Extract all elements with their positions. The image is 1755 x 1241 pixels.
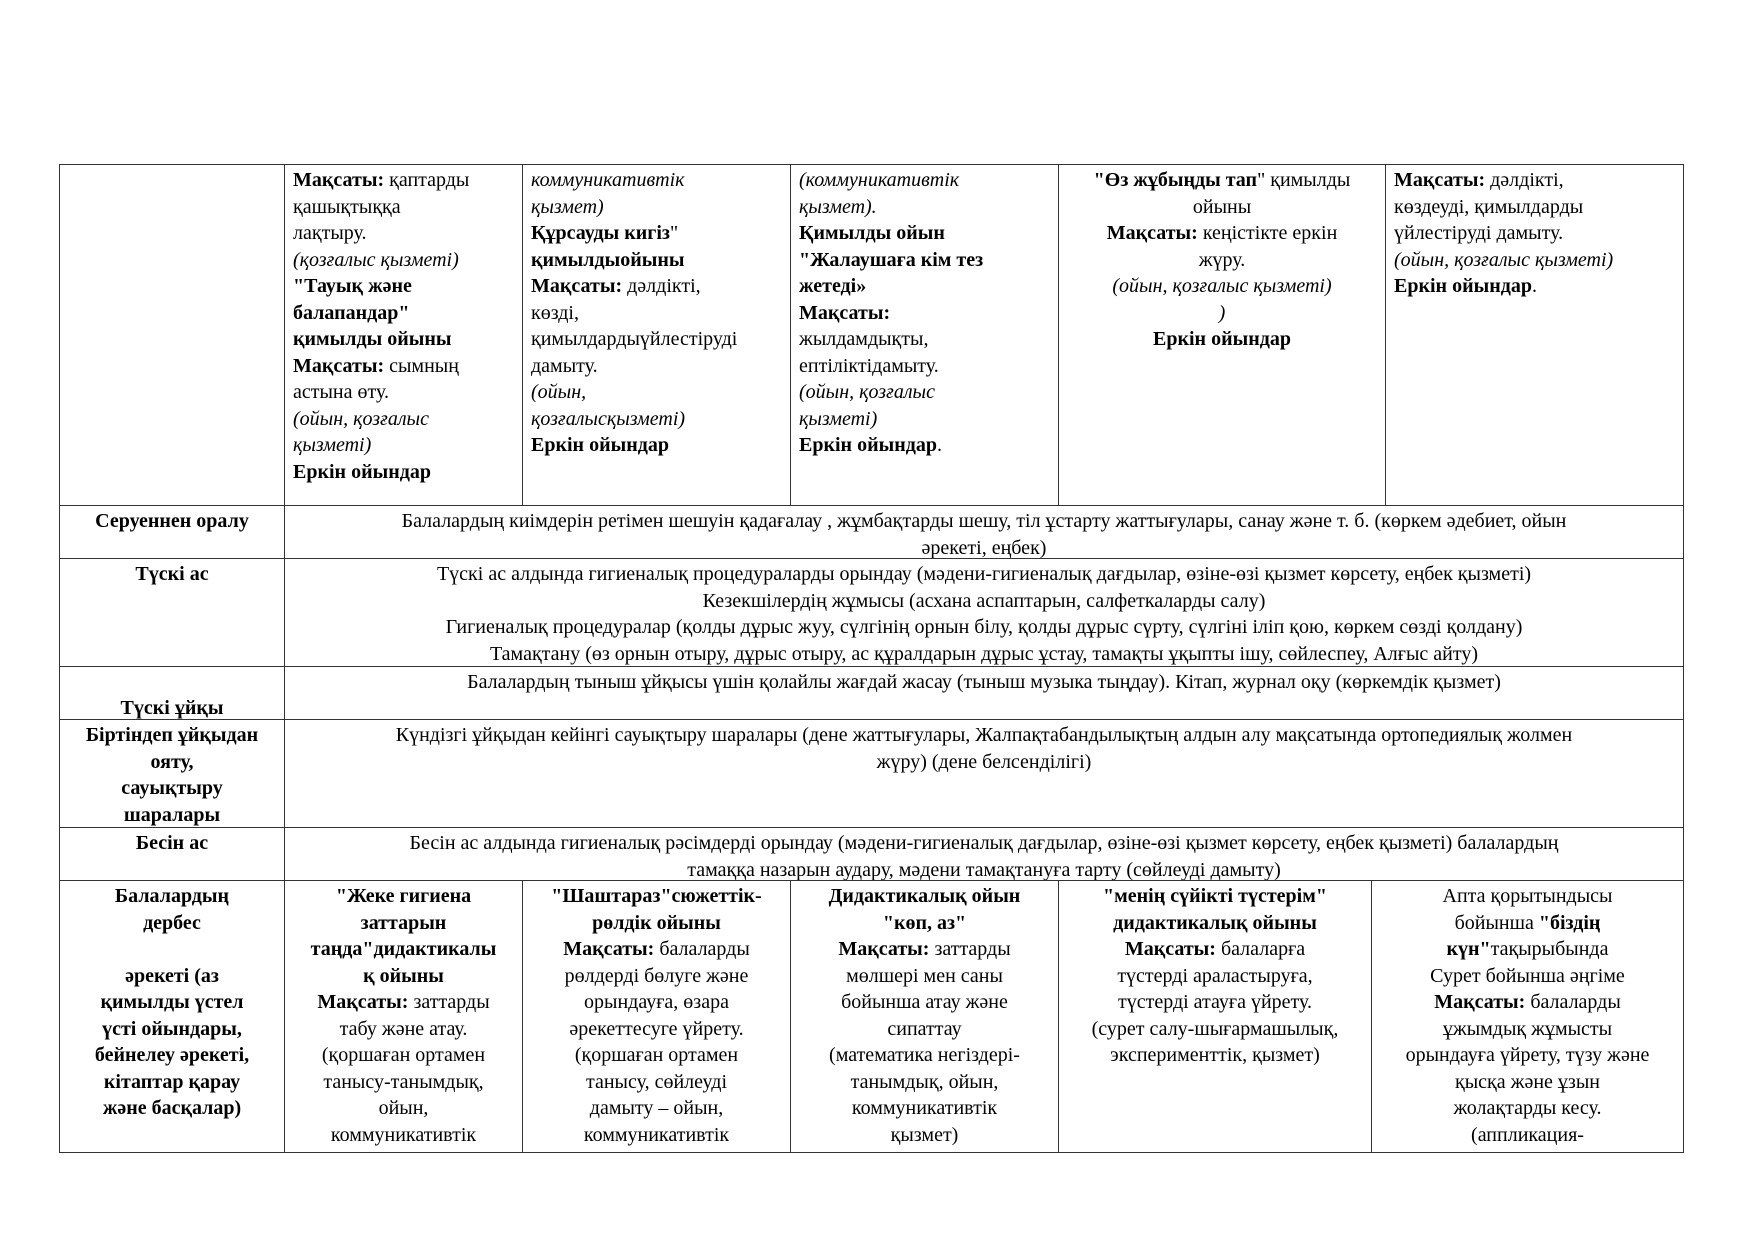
- top-cell-2: [523, 165, 791, 506]
- text-line: [531, 273, 782, 300]
- italic-text: (ойын, қозғалыс қызметі): [1112, 275, 1332, 297]
- bold-text: Мақсаты:: [1434, 991, 1526, 1013]
- text-run: (аппликация-: [1471, 1123, 1584, 1146]
- text-run: заттарды: [929, 938, 1011, 960]
- text-line: [1380, 936, 1675, 963]
- text-line: [293, 1122, 514, 1149]
- text-line: [799, 963, 1050, 990]
- text-line: [531, 1042, 782, 1069]
- text-line: [531, 300, 782, 327]
- top-cell-1: [285, 165, 523, 506]
- text-line: Түскі ұйқы: [120, 697, 224, 719]
- text-run: ": [669, 222, 679, 244]
- bold-text: "Шаштараз"сюжеттік-: [551, 885, 762, 907]
- text-line: [531, 936, 782, 963]
- text-line: [293, 167, 514, 194]
- text-run: қаптарды: [384, 169, 470, 191]
- text-line: Балалардың тыныш ұйқысы үшін қолайлы жағдай жасау (тыныш музыка тыңдау). Кітап, журнал оқу (көркемдік қызмет): [467, 671, 1501, 693]
- text-line: [531, 1069, 782, 1096]
- text-line: Біртіндеп ұйқыдан: [85, 724, 259, 746]
- text-line: [799, 1122, 1050, 1149]
- italic-text: қызметі): [293, 434, 372, 456]
- text-run: бойынша: [1454, 911, 1539, 934]
- text-run: Сурет бойынша әңгіме: [1430, 964, 1625, 987]
- bold-text: қ ойыны: [363, 964, 444, 987]
- text-line: [1394, 273, 1675, 300]
- bottom-cell-2: [523, 881, 791, 1153]
- text-line: [1067, 326, 1377, 353]
- text-run: орындауға, өзара: [584, 991, 729, 1013]
- text-run: сымның: [384, 354, 459, 377]
- text-run: дамыту – ойын,: [589, 1097, 724, 1119]
- text-line: [531, 167, 782, 194]
- text-line: әрекеті (аз: [125, 964, 219, 987]
- text-line: [531, 910, 782, 937]
- row-label-snack: [60, 828, 285, 881]
- text-line: [531, 989, 782, 1016]
- text-run: коммуникативтік: [330, 1123, 477, 1146]
- text-line: қимылды үстел: [100, 991, 244, 1013]
- text-line: [293, 194, 514, 221]
- bold-text: Мақсаты:: [293, 169, 385, 191]
- text-line: Тамақтану (өз орнын отыру, дұрыс отыру, ас құралдарын дұрыс ұстау, тамақты ұқыпты ішу, сөйлеспеу, Алғыс айту): [489, 642, 1479, 665]
- text-line: бейнелеу әрекеті,: [94, 1044, 250, 1066]
- text-run: көзді,: [531, 301, 579, 324]
- text-line: [799, 379, 1050, 406]
- text-line: [531, 194, 782, 221]
- text-line: [531, 247, 782, 274]
- text-line: [1067, 194, 1377, 221]
- row-label-nap: [60, 667, 285, 720]
- text-line: [1380, 1069, 1675, 1096]
- bold-text: Мақсаты:: [1394, 169, 1486, 191]
- text-line: [293, 379, 514, 406]
- text-line: [1394, 247, 1675, 274]
- row-content-return-walk: [285, 506, 1684, 559]
- text-line: [1380, 883, 1675, 910]
- text-run: " қимылды: [1257, 169, 1351, 191]
- bold-text: Еркін ойындар: [1394, 275, 1532, 297]
- text-line: [1067, 1042, 1363, 1069]
- italic-text: (ойын, қозғалыс: [799, 381, 935, 403]
- bold-text: рөлдік ойыны: [592, 911, 721, 934]
- text-run: (қоршаған ортамен: [321, 1044, 486, 1066]
- text-line: Кезекшілердің жұмысы (асхана аспаптарын, салфеткаларды салу): [702, 589, 1266, 612]
- text-run: қимылдардыүйлестіруді: [531, 328, 738, 350]
- text-line: [1067, 963, 1363, 990]
- bold-text: Мақсаты:: [317, 991, 409, 1013]
- text-run: эксперименттік, қызмет): [1110, 1044, 1320, 1066]
- text-line: [1067, 910, 1363, 937]
- text-line: [799, 432, 1050, 459]
- text-line: [1067, 273, 1377, 300]
- text-line: [799, 1095, 1050, 1122]
- text-line: Күндізгі ұйқыдан кейінгі сауықтыру шаралары (дене жаттығулары, Жалпақтабандылықтың алдын алу мақсатында ортопедиялық жолмен: [395, 724, 1573, 746]
- text-line: [1380, 989, 1675, 1016]
- bold-text: Дидактикалық ойын: [828, 885, 1021, 907]
- italic-text: (коммуникативтік: [799, 169, 960, 191]
- row-content-lunch: [285, 559, 1684, 667]
- text-run: астына өту.: [293, 381, 389, 403]
- row-content-nap: [285, 667, 1684, 720]
- text-line: [531, 353, 782, 380]
- text-run: лақтыру.: [293, 222, 367, 244]
- bold-text: Мақсаты:: [563, 938, 655, 960]
- text-line: [293, 432, 514, 459]
- text-line: [1380, 963, 1675, 990]
- text-run: үйлестіруді дамыту.: [1394, 222, 1564, 244]
- text-run: ұжымдық жұмысты: [1442, 1017, 1613, 1040]
- text-line: тамаққа назарын аудару, мәдени тамақтануға тарту (сөйлеуді дамыту): [687, 858, 1281, 881]
- bold-text: "Жеке гигиена: [335, 885, 472, 907]
- text-line: [1067, 1016, 1363, 1043]
- text-run: түстерді атауға үйрету.: [1117, 991, 1313, 1013]
- text-line: [1067, 300, 1377, 327]
- text-line: [799, 406, 1050, 433]
- text-line: [1380, 1095, 1675, 1122]
- text-run: дәлдікті,: [1485, 169, 1564, 191]
- bold-text: Құрсауды кигіз: [531, 222, 670, 244]
- text-line: [799, 989, 1050, 1016]
- text-line: [293, 1069, 514, 1096]
- text-line: [799, 194, 1050, 221]
- text-line: [293, 247, 514, 274]
- bold-text: Мақсаты:: [838, 938, 930, 960]
- text-line: Түскі ас: [135, 563, 209, 585]
- text-line: [531, 220, 782, 247]
- text-line: [293, 273, 514, 300]
- text-line: [1394, 194, 1675, 221]
- text-run: коммуникативтік: [583, 1123, 730, 1146]
- text-line: [1380, 910, 1675, 937]
- text-line: [1067, 247, 1377, 274]
- text-run: балаларды: [654, 938, 750, 960]
- text-run: .: [936, 434, 942, 456]
- text-line: [799, 326, 1050, 353]
- text-line: [799, 1042, 1050, 1069]
- row-label-independent-activity: [60, 881, 285, 1153]
- bold-text: "Өз жұбыңды тап: [1093, 169, 1258, 191]
- bold-text: Еркін ойындар: [1153, 328, 1291, 350]
- text-line: жүру) (дене белсенділігі): [876, 750, 1092, 773]
- text-line: [1380, 1016, 1675, 1043]
- bold-text: Еркін ойындар: [799, 434, 937, 456]
- text-line: [799, 1016, 1050, 1043]
- text-run: (математика негіздері-: [829, 1044, 1020, 1066]
- text-run: жүру.: [1198, 248, 1246, 271]
- text-line: Бесін ас: [135, 832, 209, 854]
- text-line: [1380, 1122, 1675, 1149]
- text-run: тақырыбында: [1490, 938, 1609, 960]
- text-line: [799, 273, 1050, 300]
- bottom-cell-3: [791, 881, 1059, 1153]
- text-line: Балалардың: [114, 885, 230, 907]
- text-line: [531, 1122, 782, 1149]
- text-line: [293, 300, 514, 327]
- text-run: сипаттау: [887, 1017, 962, 1040]
- text-run: әрекеттесуге үйрету.: [569, 1017, 744, 1040]
- text-run: түстерді араластыруға,: [1117, 964, 1313, 987]
- text-line: [799, 300, 1050, 327]
- row-content-wakeup: [285, 720, 1684, 828]
- text-line: [293, 406, 514, 433]
- text-line: [1067, 936, 1363, 963]
- text-line: [293, 1042, 514, 1069]
- text-run: балаларға: [1215, 938, 1306, 960]
- bold-text: қимылды ойыны: [293, 328, 452, 350]
- text-line: [799, 910, 1050, 937]
- row-label-wakeup: [60, 720, 285, 828]
- text-run: кеңістікте еркін: [1197, 222, 1338, 244]
- text-line: [799, 936, 1050, 963]
- bold-text: қимылдыойыны: [531, 248, 685, 271]
- text-run: рөлдерді бөлуге және: [564, 964, 749, 987]
- text-line: [531, 1095, 782, 1122]
- bold-text: "көп, аз": [882, 911, 967, 934]
- text-line: Түскі ас алдында гигиеналық процедураларды орындау (мәдени-гигиеналық дағдылар, өзіне-өзі қызмет көрсету, еңбек қызметі): [436, 563, 1532, 585]
- table-row-top-label: [60, 165, 285, 506]
- bold-text: Еркін ойындар: [531, 434, 669, 456]
- top-cell-3: [791, 165, 1059, 506]
- italic-text: коммуникативтік: [531, 169, 685, 191]
- text-run: (сурет салу-шығармашылық,: [1091, 1017, 1339, 1040]
- text-line: Балалардың киімдерін ретімен шешуін қадағалау , жұмбақтарды шешу, тіл ұстарту жаттығулары, санау және т. б. (көркем әдебиет, ойын: [401, 510, 1567, 532]
- bold-text: Мақсаты:: [1106, 222, 1198, 244]
- text-run: балаларды: [1525, 991, 1621, 1013]
- text-run: (қоршаған ортамен: [574, 1044, 739, 1066]
- row-label-lunch: [60, 559, 285, 667]
- top-cell-5: [1386, 165, 1684, 506]
- text-line: [68, 936, 276, 963]
- italic-text: (ойын, қозғалыс қызметі): [1394, 248, 1614, 271]
- text-line: [293, 989, 514, 1016]
- text-line: [1394, 220, 1675, 247]
- text-line: [1067, 883, 1363, 910]
- text-line: дербес: [143, 911, 201, 934]
- text-line: [799, 1069, 1050, 1096]
- italic-text: қызметі): [799, 407, 878, 430]
- text-line: [293, 1095, 514, 1122]
- text-line: [799, 883, 1050, 910]
- text-run: табу және атау.: [339, 1017, 468, 1040]
- bold-text: дидактикалық ойыны: [1113, 911, 1317, 934]
- text-run: коммуникативтік: [851, 1097, 998, 1119]
- text-line: [293, 883, 514, 910]
- text-line: [293, 963, 514, 990]
- bottom-cell-1: [285, 881, 523, 1153]
- text-run: дамыту.: [531, 354, 598, 377]
- text-line: және басқалар): [102, 1097, 242, 1119]
- text-run: .: [1531, 275, 1537, 297]
- text-line: [1067, 220, 1377, 247]
- text-line: [1394, 167, 1675, 194]
- text-line: [531, 379, 782, 406]
- bold-text: таңда"дидактикалы: [310, 938, 497, 960]
- text-run: ойын,: [378, 1097, 429, 1119]
- text-line: [293, 936, 514, 963]
- italic-text: ): [1218, 301, 1226, 324]
- bold-text: Қимылды ойын: [799, 222, 945, 244]
- text-line: [293, 353, 514, 380]
- text-run: танымдық, ойын,: [850, 1070, 999, 1093]
- text-line: [293, 220, 514, 247]
- text-run: мөлшері мен саны: [846, 964, 1003, 987]
- text-line: [799, 220, 1050, 247]
- row-label-return-walk: [60, 506, 285, 559]
- text-run: танысу-танымдық,: [323, 1070, 484, 1093]
- bold-text: "Жалаушаға кім тез: [799, 248, 984, 271]
- bold-text: Еркін ойындар: [293, 460, 431, 483]
- text-line: [531, 1016, 782, 1043]
- text-line: [531, 326, 782, 353]
- bold-text: Мақсаты:: [1124, 938, 1216, 960]
- text-line: [799, 247, 1050, 274]
- text-line: [531, 406, 782, 433]
- text-line: шаралары: [123, 803, 221, 826]
- italic-text: (қозғалыс қызметі): [293, 248, 459, 271]
- top-cell-4: [1059, 165, 1386, 506]
- text-line: [1067, 167, 1377, 194]
- bottom-cell-5: [1372, 881, 1684, 1153]
- text-run: ойыны: [1192, 195, 1252, 218]
- bold-text: Мақсаты:: [293, 354, 385, 377]
- row-content-snack: [285, 828, 1684, 881]
- text-line: [293, 459, 514, 486]
- text-line: әрекеті, еңбек): [921, 536, 1047, 559]
- text-run: ептіліктідамыту.: [799, 354, 939, 377]
- text-line: [293, 910, 514, 937]
- text-line: [1067, 989, 1363, 1016]
- italic-text: қызмет): [531, 195, 604, 218]
- text-line: сауықтыру: [121, 777, 223, 799]
- text-line: Гигиеналық процедуралар (қолды дұрыс жуу, сүлгінің орнын білу, қолды дұрыс сүрту, сүлгіні іліп қою, көркем сөзді қолдану): [445, 616, 1523, 638]
- text-line: үсті ойындары,: [102, 1017, 242, 1040]
- text-run: қызмет): [890, 1123, 959, 1146]
- text-run: бойынша атау және: [841, 991, 1008, 1013]
- text-line: [531, 432, 782, 459]
- text-line: [531, 963, 782, 990]
- text-run: жолақтарды кесу.: [1453, 1097, 1602, 1119]
- bold-text: "біздің: [1538, 911, 1601, 934]
- text-line: [293, 1016, 514, 1043]
- bold-text: жетеді»: [799, 275, 867, 297]
- italic-text: (ойын, қозғалыс: [293, 407, 429, 430]
- text-line: [1380, 1042, 1675, 1069]
- italic-text: қызмет).: [799, 195, 877, 218]
- text-run: көздеуді, қимылдарды: [1394, 195, 1584, 218]
- text-line: [293, 326, 514, 353]
- text-line: Серуеннен оралу: [95, 510, 249, 532]
- text-run: орындауға үйрету, түзу және: [1405, 1044, 1650, 1066]
- bold-text: Мақсаты:: [799, 301, 891, 324]
- bold-text: "Тауық және: [293, 275, 412, 297]
- bold-text: заттарын: [360, 911, 447, 934]
- bold-text: Мақсаты:: [531, 275, 623, 297]
- text-line: ояту,: [150, 750, 194, 773]
- text-run: қашықтыққа: [293, 195, 401, 218]
- text-line: [799, 167, 1050, 194]
- text-line: [531, 883, 782, 910]
- bold-text: "менің сүйікті түстерім": [1103, 885, 1327, 907]
- text-run: қысқа және ұзын: [1455, 1070, 1600, 1093]
- text-line: кітаптар қарау: [103, 1070, 241, 1093]
- schedule-table: [59, 164, 1684, 1153]
- text-run: жылдамдықты,: [799, 328, 929, 350]
- italic-text: (ойын,: [531, 381, 587, 403]
- text-run: танысу, сөйлеуді: [585, 1070, 728, 1093]
- text-run: дәлдікті,: [622, 275, 701, 297]
- text-line: [799, 353, 1050, 380]
- bold-text: балапандар": [293, 301, 410, 324]
- bottom-cell-4: [1059, 881, 1372, 1153]
- text-line: Бесін ас алдында гигиеналық рәсімдерді орындау (мәдени-гигиеналық дағдылар, өзіне-өзі қызмет көрсету, еңбек қызметі) балалардың: [409, 832, 1559, 854]
- italic-text: қозғалысқызметі): [531, 407, 686, 430]
- text-run: заттарды: [408, 991, 490, 1013]
- text-run: Апта қорытындысы: [1442, 885, 1613, 907]
- bold-text: күн": [1446, 938, 1491, 960]
